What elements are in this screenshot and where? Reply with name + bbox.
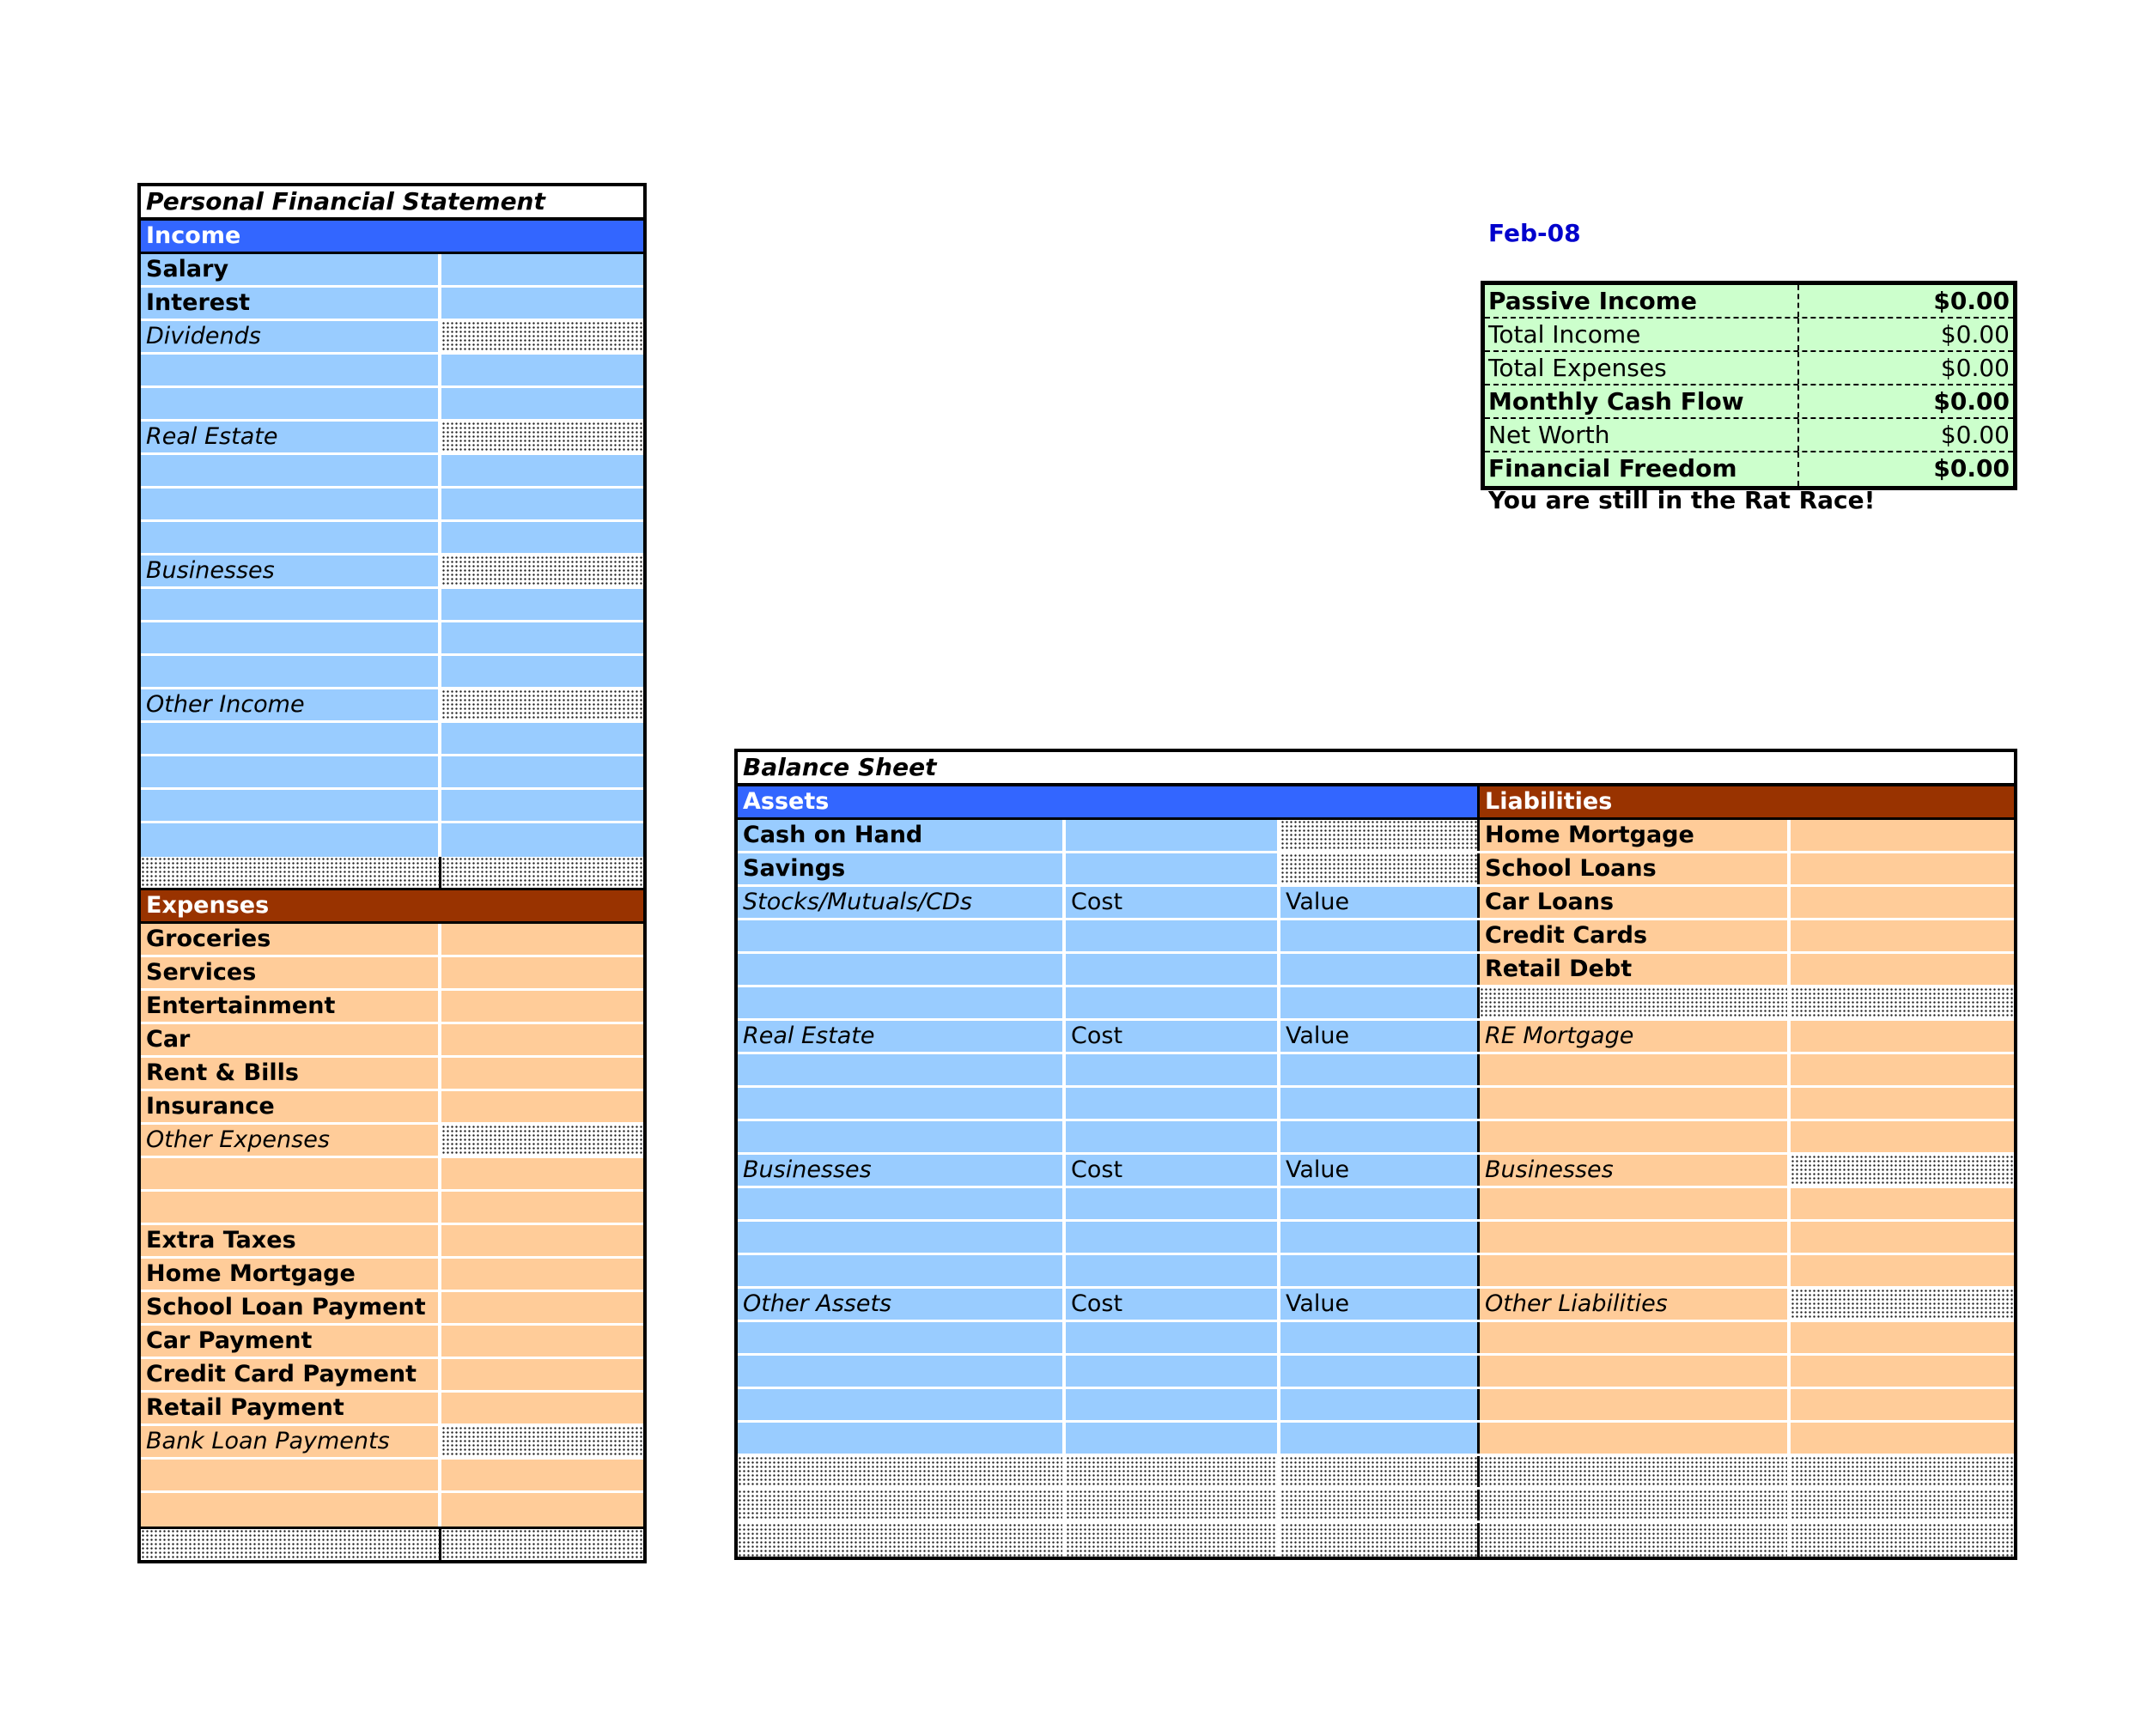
income-row: [141, 422, 643, 455]
expense-label-cell[interactable]: [141, 1460, 441, 1490]
liability-cell[interactable]: [1791, 820, 2014, 851]
income-label-cell[interactable]: [141, 355, 441, 385]
summary-value: $0.00: [1933, 387, 2010, 416]
asset-cell[interactable]: Value: [1280, 1289, 1480, 1320]
income-value-cell[interactable]: [441, 388, 643, 419]
expense-label-cell[interactable]: Car: [141, 1024, 441, 1055]
income-row: [141, 589, 643, 622]
liability-cell: [1791, 1289, 2014, 1320]
asset-cell: [1280, 820, 1480, 851]
income-header-row: [141, 221, 643, 254]
asset-cell[interactable]: Value: [1280, 1155, 1480, 1186]
asset-cell[interactable]: Stocks/Mutuals/CDs: [738, 887, 1066, 918]
asset-cell[interactable]: Value: [1280, 887, 1480, 918]
expense-label-cell[interactable]: Credit Card Payment: [141, 1359, 441, 1390]
balance-sheet-row: [738, 1456, 2014, 1490]
expense-row: [141, 957, 643, 991]
asset-cell[interactable]: [1280, 1121, 1480, 1152]
expense-row: [141, 991, 643, 1024]
statement-title: Personal Financial Statement: [146, 187, 545, 215]
asset-cell[interactable]: [1280, 954, 1480, 985]
balance-sheet-row: [738, 1289, 2014, 1322]
income-row: [141, 254, 643, 288]
balance-sheet: [734, 749, 2017, 1560]
liability-cell[interactable]: [1480, 1121, 1791, 1152]
income-label-cell[interactable]: [141, 388, 441, 419]
asset-cell[interactable]: Value: [1280, 1021, 1480, 1052]
income-row: [141, 288, 643, 321]
asset-cell: [1066, 1523, 1280, 1557]
expense-value-cell[interactable]: [441, 991, 643, 1022]
income-value-cell[interactable]: [441, 522, 643, 553]
liability-cell[interactable]: [1791, 887, 2014, 918]
summary-value: $0.00: [1940, 354, 2010, 382]
income-value-cell[interactable]: [441, 589, 643, 620]
liability-cell: [1791, 1155, 2014, 1186]
income-rows: [141, 254, 643, 857]
asset-cell[interactable]: [738, 987, 1066, 1018]
asset-cell: [1066, 1490, 1280, 1521]
expense-rows: [141, 924, 643, 1527]
income-row: [141, 388, 643, 422]
asset-cell[interactable]: [1066, 1356, 1280, 1387]
income-row: [141, 823, 643, 857]
asset-cell[interactable]: [1280, 1222, 1480, 1253]
liability-cell[interactable]: [1480, 1423, 1791, 1454]
balance-sheet-row: [738, 1356, 2014, 1389]
expense-value-cell[interactable]: [441, 1393, 643, 1423]
asset-cell[interactable]: Cost: [1066, 1155, 1280, 1186]
liability-cell: [1480, 1490, 1791, 1521]
expense-label-cell[interactable]: Entertainment: [141, 991, 441, 1022]
asset-cell[interactable]: [1066, 853, 1280, 884]
expense-row: [141, 1460, 643, 1493]
asset-cell[interactable]: [1066, 1121, 1280, 1152]
liability-cell[interactable]: [1791, 1054, 2014, 1085]
liability-cell: [1480, 987, 1791, 1018]
asset-cell: [738, 1523, 1066, 1557]
asset-cell[interactable]: [1280, 1188, 1480, 1219]
asset-cell: [1066, 1456, 1280, 1487]
income-row: [141, 756, 643, 790]
expense-value-cell[interactable]: [441, 1225, 643, 1256]
asset-cell[interactable]: Cost: [1066, 887, 1280, 918]
income-row: [141, 555, 643, 589]
liability-cell[interactable]: Other Liabilities: [1480, 1289, 1791, 1320]
expense-row: [141, 1326, 643, 1359]
expense-row: [141, 1024, 643, 1058]
liability-cell[interactable]: [1791, 954, 2014, 985]
asset-cell[interactable]: Businesses: [738, 1155, 1066, 1186]
asset-cell[interactable]: [1066, 820, 1280, 851]
income-label-cell[interactable]: [141, 522, 441, 553]
liabilities-header: Liabilities: [1480, 786, 2014, 817]
summary-label: Monthly Cash Flow: [1485, 385, 1799, 417]
asset-cell[interactable]: [1280, 987, 1480, 1018]
income-value-cell[interactable]: [441, 489, 643, 519]
summary-label: Total Income: [1485, 319, 1799, 350]
asset-cell[interactable]: Cost: [1066, 1021, 1280, 1052]
income-row: [141, 656, 643, 689]
asset-cell[interactable]: [1280, 1322, 1480, 1353]
liability-cell[interactable]: [1480, 1255, 1791, 1286]
liability-cell[interactable]: Credit Cards: [1480, 920, 1791, 951]
liability-cell[interactable]: RE Mortgage: [1480, 1021, 1791, 1052]
expense-label-cell[interactable]: Car Payment: [141, 1326, 441, 1357]
income-row: [141, 522, 643, 555]
income-total-label-cell: [141, 857, 441, 888]
income-label-cell[interactable]: [141, 622, 441, 653]
summary-row: [1485, 319, 2013, 352]
asset-cell[interactable]: [1280, 1356, 1480, 1387]
liability-cell[interactable]: [1791, 853, 2014, 884]
asset-cell: [1280, 853, 1480, 884]
income-label-cell[interactable]: [141, 455, 441, 486]
personal-financial-statement: [137, 183, 647, 1563]
expense-label-cell[interactable]: Insurance: [141, 1091, 441, 1122]
expense-value-cell[interactable]: [441, 1024, 643, 1055]
asset-cell[interactable]: [738, 1054, 1066, 1085]
balance-sheet-row: [738, 1222, 2014, 1255]
expense-label-cell[interactable]: Rent & Bills: [141, 1058, 441, 1089]
asset-cell[interactable]: [1280, 1054, 1480, 1085]
liability-cell[interactable]: [1791, 1088, 2014, 1119]
summary-row: [1485, 385, 2013, 419]
balance-sheet-row: [738, 1054, 2014, 1088]
balance-sheet-row: [738, 820, 2014, 853]
liability-cell[interactable]: [1480, 1322, 1791, 1353]
assets-header: Assets: [738, 786, 1480, 817]
summary-value: $0.00: [1933, 287, 2010, 315]
expense-label-cell[interactable]: Groceries: [141, 924, 441, 955]
balance-sheet-row: [738, 1255, 2014, 1289]
expense-value-cell[interactable]: [441, 1259, 643, 1290]
expense-label-cell[interactable]: [141, 1493, 441, 1527]
expense-row: [141, 1426, 643, 1460]
asset-cell[interactable]: [1280, 1389, 1480, 1420]
liability-cell[interactable]: [1480, 1356, 1791, 1387]
summary-value: $0.00: [1940, 421, 2010, 449]
expenses-total-value-cell: [441, 1529, 643, 1560]
income-value-cell[interactable]: [441, 355, 643, 385]
asset-cell[interactable]: [1280, 1255, 1480, 1286]
expense-value-cell[interactable]: [441, 957, 643, 988]
liability-cell[interactable]: [1791, 1121, 2014, 1152]
summary-value: $0.00: [1933, 454, 2010, 483]
balance-sheet-row: [738, 1188, 2014, 1222]
asset-cell[interactable]: [1066, 1088, 1280, 1119]
summary-row: [1485, 419, 2013, 452]
asset-cell[interactable]: [738, 920, 1066, 951]
income-row: [141, 689, 643, 723]
asset-cell[interactable]: [1066, 920, 1280, 951]
summary-box: [1481, 281, 2017, 490]
income-value-cell[interactable]: [441, 823, 643, 857]
balance-sheet-rows: [738, 820, 2014, 1557]
income-label-cell[interactable]: [141, 723, 441, 754]
expenses-header: Expenses: [146, 892, 270, 919]
asset-cell[interactable]: Real Estate: [738, 1021, 1066, 1052]
date-label: Feb-08: [1488, 219, 1581, 247]
income-total-row: [141, 857, 643, 890]
expense-row: [141, 1292, 643, 1326]
balance-sheet-row: [738, 987, 2014, 1021]
expense-value-cell[interactable]: [441, 1091, 643, 1122]
expense-value-cell[interactable]: [441, 1192, 643, 1223]
liability-cell[interactable]: [1480, 1222, 1791, 1253]
asset-cell[interactable]: [738, 1188, 1066, 1219]
income-label-cell[interactable]: Businesses: [141, 555, 441, 586]
income-value-cell[interactable]: [441, 656, 643, 687]
asset-cell[interactable]: [1066, 954, 1280, 985]
balance-sheet-row: [738, 1021, 2014, 1054]
balance-sheet-row: [738, 1423, 2014, 1456]
income-row: [141, 355, 643, 388]
summary-row: [1485, 352, 2013, 385]
expense-row: [141, 1192, 643, 1225]
balance-sheet-row: [738, 887, 2014, 920]
income-value-cell[interactable]: [441, 756, 643, 787]
balance-sheet-row: [738, 1389, 2014, 1423]
income-value-cell[interactable]: [441, 723, 643, 754]
income-row: [141, 489, 643, 522]
asset-cell: [738, 1456, 1066, 1487]
expense-label-cell[interactable]: School Loan Payment: [141, 1292, 441, 1323]
expense-row: [141, 1259, 643, 1292]
liability-cell[interactable]: [1480, 1389, 1791, 1420]
balance-sheet-row: [738, 920, 2014, 954]
income-label-cell[interactable]: [141, 790, 441, 821]
income-label-cell[interactable]: Salary: [141, 254, 441, 285]
income-value-cell[interactable]: [441, 622, 643, 653]
liability-cell[interactable]: [1791, 1222, 2014, 1253]
liability-cell[interactable]: [1791, 1423, 2014, 1454]
asset-cell[interactable]: [738, 1423, 1066, 1454]
asset-cell[interactable]: [1066, 1188, 1280, 1219]
income-value-cell: [441, 555, 643, 586]
liability-cell[interactable]: [1791, 920, 2014, 951]
balance-sheet-header-row: [738, 786, 2014, 820]
income-value-cell[interactable]: [441, 455, 643, 486]
income-label-cell[interactable]: Interest: [141, 288, 441, 319]
income-label-cell[interactable]: [141, 489, 441, 519]
asset-cell[interactable]: [738, 1356, 1066, 1387]
liability-cell: [1791, 1490, 2014, 1521]
status-message: You are still in the Rat Race!: [1488, 486, 1876, 514]
expense-row: [141, 1058, 643, 1091]
expense-row: [141, 1493, 643, 1527]
balance-sheet-row: [738, 1155, 2014, 1188]
balance-sheet-title-row: [738, 752, 2014, 786]
liability-cell[interactable]: [1791, 1255, 2014, 1286]
expense-label-cell[interactable]: Home Mortgage: [141, 1259, 441, 1290]
liability-cell[interactable]: Car Loans: [1480, 887, 1791, 918]
liability-cell: [1791, 1456, 2014, 1487]
expense-row: [141, 1091, 643, 1125]
income-value-cell[interactable]: [441, 790, 643, 821]
expenses-total-row: [141, 1527, 643, 1560]
liability-cell[interactable]: School Loans: [1480, 853, 1791, 884]
income-row: [141, 723, 643, 756]
expense-value-cell[interactable]: [441, 1058, 643, 1089]
summary-row: [1485, 285, 2013, 319]
liability-cell[interactable]: [1791, 1322, 2014, 1353]
expense-label-cell[interactable]: Retail Payment: [141, 1393, 441, 1423]
liability-cell: [1791, 1523, 2014, 1557]
expense-value-cell: [441, 1125, 643, 1156]
income-label-cell[interactable]: [141, 756, 441, 787]
income-value-cell: [441, 689, 643, 720]
income-label-cell[interactable]: [141, 656, 441, 687]
asset-cell[interactable]: [738, 954, 1066, 985]
asset-cell: [1280, 1456, 1480, 1487]
expense-label-cell[interactable]: Services: [141, 957, 441, 988]
liability-cell[interactable]: [1480, 1054, 1791, 1085]
asset-cell[interactable]: [1066, 1322, 1280, 1353]
liability-cell: [1480, 1523, 1791, 1557]
income-row: [141, 622, 643, 656]
balance-sheet-row: [738, 853, 2014, 887]
liability-cell[interactable]: [1480, 1088, 1791, 1119]
asset-cell[interactable]: [738, 1389, 1066, 1420]
asset-cell[interactable]: [738, 1088, 1066, 1119]
income-row: [141, 455, 643, 489]
balance-sheet-row: [738, 1088, 2014, 1121]
income-value-cell: [441, 321, 643, 352]
balance-sheet-row: [738, 1322, 2014, 1356]
expense-row: [141, 1125, 643, 1158]
asset-cell[interactable]: [1066, 1054, 1280, 1085]
asset-cell[interactable]: [738, 1222, 1066, 1253]
liability-cell: [1480, 1456, 1791, 1487]
expense-value-cell[interactable]: [441, 1158, 643, 1189]
summary-label: Total Expenses: [1485, 352, 1799, 384]
expense-row: [141, 1158, 643, 1192]
liability-cell[interactable]: [1791, 1188, 2014, 1219]
asset-cell[interactable]: [1066, 1423, 1280, 1454]
summary-value: $0.00: [1940, 320, 2010, 349]
asset-cell[interactable]: Cost: [1066, 1289, 1280, 1320]
expense-value-cell: [441, 1426, 643, 1457]
expense-label-cell[interactable]: Other Expenses: [141, 1125, 441, 1156]
asset-cell[interactable]: [1066, 1222, 1280, 1253]
asset-cell[interactable]: Other Assets: [738, 1289, 1066, 1320]
asset-cell[interactable]: [1066, 1255, 1280, 1286]
asset-cell[interactable]: [738, 1121, 1066, 1152]
expense-label-cell[interactable]: Extra Taxes: [141, 1225, 441, 1256]
expense-value-cell[interactable]: [441, 1359, 643, 1390]
expense-value-cell[interactable]: [441, 1460, 643, 1490]
asset-cell: [738, 1490, 1066, 1521]
income-total-value-cell: [441, 857, 643, 888]
liability-cell[interactable]: [1791, 1356, 2014, 1387]
expense-row: [141, 1225, 643, 1259]
liability-cell[interactable]: [1791, 1021, 2014, 1052]
income-label-cell[interactable]: Other Income: [141, 689, 441, 720]
income-label-cell[interactable]: [141, 589, 441, 620]
asset-cell[interactable]: Savings: [738, 853, 1066, 884]
expense-row: [141, 1393, 643, 1426]
summary-label: Net Worth: [1485, 419, 1799, 451]
income-label-cell[interactable]: [141, 823, 441, 857]
expense-label-cell[interactable]: [141, 1158, 441, 1189]
income-value-cell[interactable]: [441, 254, 643, 285]
balance-sheet-row: [738, 1490, 2014, 1523]
liability-cell[interactable]: Home Mortgage: [1480, 820, 1791, 851]
asset-cell[interactable]: [1280, 1088, 1480, 1119]
asset-cell[interactable]: [1066, 1389, 1280, 1420]
asset-cell[interactable]: [1066, 987, 1280, 1018]
balance-sheet-row: [738, 1523, 2014, 1557]
asset-cell[interactable]: [1280, 1423, 1480, 1454]
asset-cell: [1280, 1490, 1480, 1521]
expenses-header-row: [141, 890, 643, 924]
balance-sheet-title: Balance Sheet: [743, 753, 937, 781]
expense-row: [141, 1359, 643, 1393]
asset-cell[interactable]: [738, 1322, 1066, 1353]
liability-cell[interactable]: [1791, 1389, 2014, 1420]
expense-value-cell[interactable]: [441, 1326, 643, 1357]
income-header: Income: [146, 222, 241, 249]
expense-value-cell[interactable]: [441, 1292, 643, 1323]
expense-value-cell[interactable]: [441, 1493, 643, 1527]
summary-label: Financial Freedom: [1485, 452, 1799, 486]
income-value-cell[interactable]: [441, 288, 643, 319]
liability-cell[interactable]: [1480, 1188, 1791, 1219]
balance-sheet-row: [738, 954, 2014, 987]
income-label-cell[interactable]: Real Estate: [141, 422, 441, 452]
expense-value-cell[interactable]: [441, 924, 643, 955]
liability-cell[interactable]: Retail Debt: [1480, 954, 1791, 985]
income-label-cell[interactable]: Dividends: [141, 321, 441, 352]
statement-title-row: [141, 186, 643, 221]
expenses-total-label-cell: [141, 1529, 441, 1560]
income-row: [141, 790, 643, 823]
expense-row: [141, 924, 643, 957]
expense-label-cell[interactable]: Bank Loan Payments: [141, 1426, 441, 1457]
liability-cell[interactable]: Businesses: [1480, 1155, 1791, 1186]
balance-sheet-row: [738, 1121, 2014, 1155]
asset-cell[interactable]: Cash on Hand: [738, 820, 1066, 851]
income-row: [141, 321, 643, 355]
asset-cell[interactable]: [1280, 920, 1480, 951]
summary-row: [1485, 452, 2013, 486]
asset-cell: [1280, 1523, 1480, 1557]
expense-label-cell[interactable]: [141, 1192, 441, 1223]
asset-cell[interactable]: [738, 1255, 1066, 1286]
income-value-cell: [441, 422, 643, 452]
summary-label: Passive Income: [1485, 285, 1799, 317]
liability-cell: [1791, 987, 2014, 1018]
